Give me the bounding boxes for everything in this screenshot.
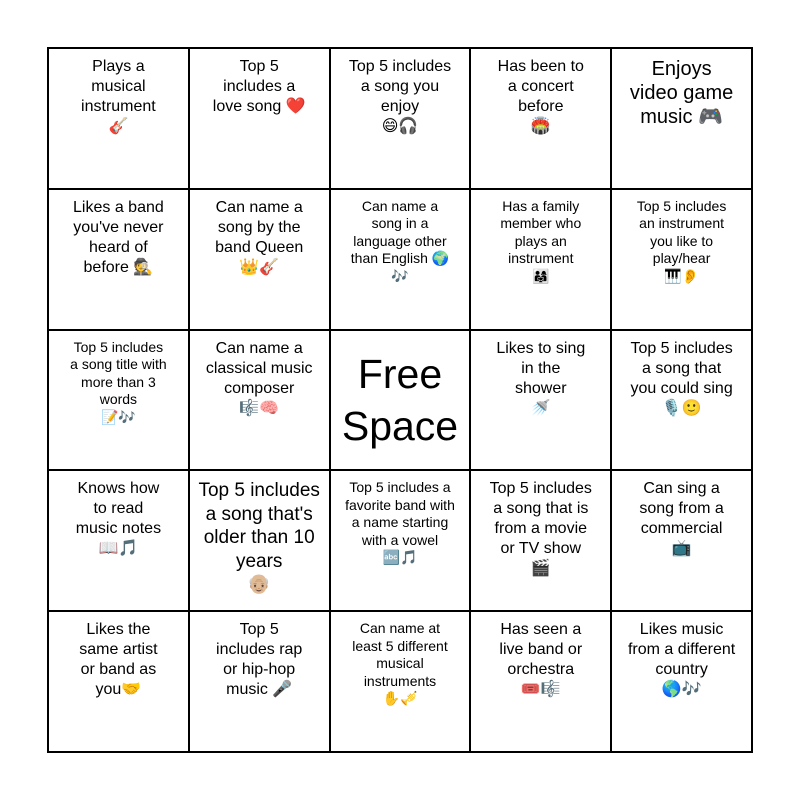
bingo-cell[interactable] — [48, 330, 189, 471]
free-space-cell[interactable] — [330, 330, 471, 471]
bingo-cell[interactable] — [189, 330, 330, 471]
cell-text: Plays a musical instrument 🎸 — [81, 58, 156, 135]
cell-text: Top 5 includes a song you enjoy 😄🎧 — [348, 58, 452, 135]
cell-text: Top 5 includes a song that is from a movie or TV show 🎬 — [489, 480, 592, 578]
bingo-cell[interactable] — [470, 330, 611, 471]
cell-text: Top 5 includes a favorite band with a name starting with a vowel 🔤🎵 — [345, 479, 455, 566]
bingo-cell[interactable] — [611, 189, 752, 330]
cell-text: Can sing a song from a commercial 📺 — [639, 480, 724, 558]
bingo-cell[interactable] — [48, 470, 189, 611]
cell-text: Top 5 includes rap or hip-hop music 🎤 — [216, 621, 303, 699]
bingo-cell[interactable] — [189, 48, 330, 189]
cell-text: Likes a band you've never heard of before 🕵️ — [73, 198, 164, 276]
bingo-cell[interactable] — [48, 189, 189, 330]
cell-text: Has been to a concert before 🏟️ — [497, 58, 584, 135]
cell-text: Top 5 includes an instrument you like to play/hear 🎹👂 — [636, 197, 727, 284]
bingo-cell[interactable] — [470, 611, 611, 752]
bingo-cell[interactable] — [470, 189, 611, 330]
bingo-cell[interactable] — [611, 470, 752, 611]
cell-text: Top 5 includes a song title with more than 3 words 📝🎶 — [70, 338, 167, 425]
cell-text: Top 5 includes a song that you could sing 🎙️🙂 — [630, 339, 733, 417]
cell-text: Likes music from a different country 🌎🎶 — [627, 621, 736, 699]
bingo-cell[interactable] — [330, 470, 471, 611]
cell-text: Has a family member who plays an instrument 👨‍👩‍👧 — [500, 197, 582, 284]
bingo-cell[interactable] — [48, 611, 189, 752]
bingo-cell[interactable] — [189, 470, 330, 611]
bingo-cell[interactable] — [330, 48, 471, 189]
bingo-cell[interactable] — [330, 189, 471, 330]
cell-text: Has seen a live band or orchestra 🎟️🎼 — [499, 621, 583, 699]
bingo-cell[interactable] — [470, 470, 611, 611]
bingo-cell[interactable] — [189, 189, 330, 330]
cell-text: Knows how to read music notes 📖🎵 — [75, 480, 162, 558]
cell-text: Top 5 includes a love song ❤️ — [212, 58, 306, 115]
cell-text: Can name a classical music composer 🎼🧠 — [205, 339, 313, 417]
cell-text: Likes the same artist or band as you🤝 — [79, 621, 158, 699]
bingo-cell[interactable] — [611, 330, 752, 471]
cell-text: Can name at least 5 different musical instruments ✋🎺 — [352, 620, 448, 707]
cell-text: Enjoys video game music 🎮 — [629, 58, 734, 128]
bingo-cell[interactable] — [48, 48, 189, 189]
cell-text: Likes to sing in the shower 🚿 — [496, 339, 586, 417]
cell-text: Can name a song in a language other than English 🌍 🎶 — [350, 197, 450, 284]
bingo-cell[interactable] — [611, 611, 752, 752]
cell-text: Top 5 includes a song that's older than 10 years 👴🏼 — [198, 480, 320, 596]
bingo-board — [47, 47, 753, 753]
bingo-cell[interactable] — [330, 611, 471, 752]
cell-text: Can name a song by the band Queen 👑🎸 — [215, 198, 304, 276]
free-space-text: Free Space — [341, 350, 459, 449]
bingo-cell[interactable] — [189, 611, 330, 752]
bingo-cell[interactable] — [611, 48, 752, 189]
bingo-cell[interactable] — [470, 48, 611, 189]
